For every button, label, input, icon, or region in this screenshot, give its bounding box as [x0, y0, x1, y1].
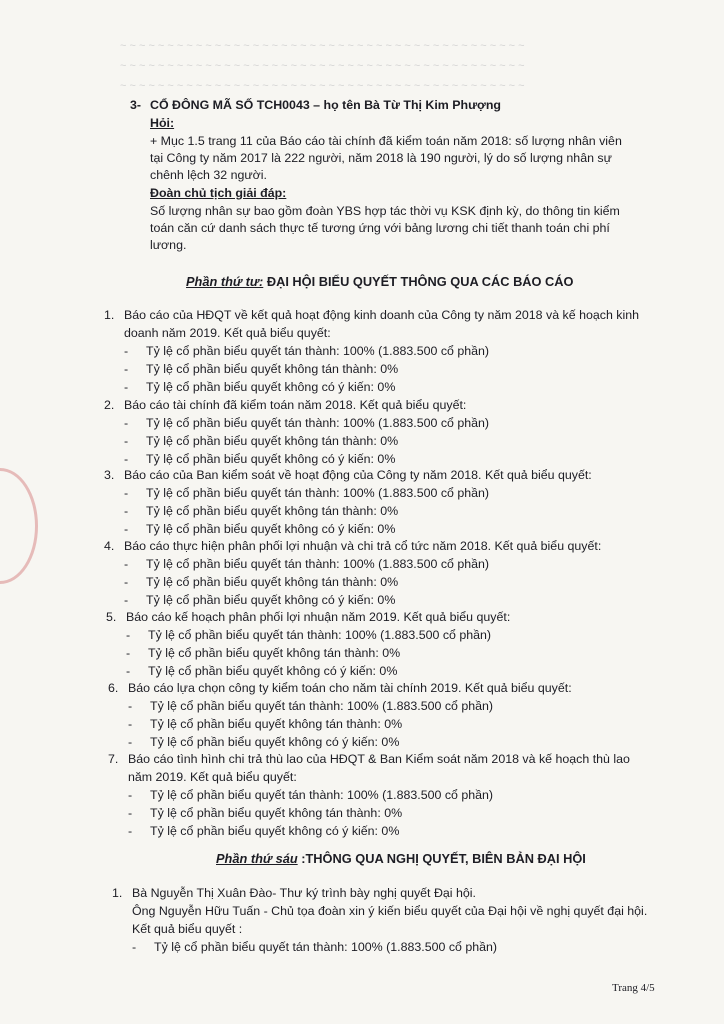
question-label: Hỏi:	[150, 116, 175, 130]
vote-dash: -	[128, 699, 133, 713]
vote-line: Tỷ lệ cổ phần biểu quyết tán thành: 100% (1.883.500 cổ phần)	[146, 416, 490, 430]
vote-line: Tỷ lệ cổ phần biểu quyết không tán thành: 0%	[146, 504, 399, 518]
page-number: Trang 4/5	[612, 982, 655, 994]
vote-dash: -	[128, 788, 133, 802]
report-line: Báo cáo tài chính đã kiểm toán năm 2018. Kết quả biểu quyết:	[124, 398, 467, 412]
vote-line: Tỷ lệ cổ phần biểu quyết không tán thành: 0%	[150, 806, 403, 820]
vote-line: Tỷ lệ cổ phần biểu quyết tán thành: 100% (1.883.500 cổ phần)	[146, 344, 490, 358]
report-line: doanh năm 2019. Kết quả biểu quyết:	[124, 326, 331, 340]
vote-dash: -	[128, 735, 133, 749]
report-line: Báo cáo lựa chọn công ty kiểm toán cho năm tài chính 2019. Kết quả biểu quyết:	[128, 681, 572, 695]
vote-dash: -	[124, 504, 129, 518]
vote-dash: -	[124, 380, 129, 394]
vote-dash: -	[132, 940, 137, 954]
part6-title	[216, 851, 586, 866]
vote-dash: -	[124, 362, 129, 376]
vote-line: Tỷ lệ cổ phần biểu quyết không có ý kiến: 0%	[146, 593, 396, 607]
question-line: + Mục 1.5 trang 11 của Báo cáo tài chính đã kiểm toán năm 2018: số lượng nhân viên	[150, 134, 622, 148]
vote-dash: -	[124, 434, 129, 448]
answer-label: Đoàn chủ tịch giải đáp:	[150, 186, 287, 200]
vote-dash: -	[124, 344, 129, 358]
vote-dash: -	[124, 522, 129, 536]
vote-dash: -	[126, 646, 131, 660]
vote-dash: -	[124, 593, 129, 607]
vote-dash: -	[124, 575, 129, 589]
report-line: Báo cáo kế hoạch phân phối lợi nhuận năm 2019. Kết quả biểu quyết:	[126, 610, 511, 624]
vote-line: Tỷ lệ cổ phần biểu quyết không có ý kiến: 0%	[148, 664, 398, 678]
vote-line: Tỷ lệ cổ phần biểu quyết không tán thành: 0%	[146, 362, 399, 376]
report-number: 5.	[106, 610, 117, 624]
question-line: chênh lệch 32 người.	[150, 168, 267, 182]
vote-line: Tỷ lệ cổ phần biểu quyết tán thành: 100% (1.883.500 cổ phần)	[146, 557, 490, 571]
report-line: năm 2019. Kết quả biểu quyết:	[128, 770, 297, 784]
report-line: Báo cáo tình hình chi trả thù lao của HĐQT & Ban Kiểm soát năm 2018 và kế hoạch thù lao	[128, 752, 630, 766]
vote-dash: -	[124, 557, 129, 571]
question-heading: CỔ ĐÔNG MÃ SỐ TCH0043 – họ tên Bà Từ Thị Kim Phượng	[150, 98, 502, 112]
report-number: 6.	[108, 681, 119, 695]
vote-dash: -	[128, 824, 133, 838]
resolution-number: 1.	[112, 886, 123, 900]
vote-dash: -	[126, 664, 131, 678]
bleed-through-text: ~ ~ ~ ~ ~ ~ ~ ~ ~ ~ ~ ~ ~ ~ ~ ~ ~ ~ ~ ~ ~ ~ ~ ~ ~ ~ ~ ~ ~ ~ ~ ~ ~ ~ ~ ~ ~ ~ ~ ~ ~ ~ ~	[120, 80, 525, 92]
question-number: 3-	[130, 98, 142, 112]
vote-dash: -	[124, 416, 129, 430]
resolution-line: Kết quả biểu quyết :	[132, 922, 243, 936]
report-number: 1.	[104, 308, 115, 322]
report-line: Báo cáo thực hiện phân phối lợi nhuận và chi trả cổ tức năm 2018. Kết quả biểu quyết:	[124, 539, 602, 553]
report-number: 3.	[104, 468, 115, 482]
vote-dash: -	[124, 452, 129, 466]
part6-title-rest: :THÔNG QUA NGHỊ QUYẾT, BIÊN BẢN ĐẠI HỘI	[297, 851, 586, 866]
vote-line: Tỷ lệ cổ phần biểu quyết không có ý kiến: 0%	[146, 522, 396, 536]
answer-line: Số lượng nhân sự bao gồm đoàn YBS hợp tác thời vụ KSK định kỳ, do thông tin kiểm	[150, 204, 620, 218]
vote-dash: -	[124, 486, 129, 500]
part4-title-rest: ĐẠI HỘI BIỂU QUYẾT THÔNG QUA CÁC BÁO CÁO	[263, 274, 574, 289]
report-number: 2.	[104, 398, 115, 412]
vote-line: Tỷ lệ cổ phần biểu quyết không có ý kiến: 0%	[146, 452, 396, 466]
part4-title	[186, 274, 574, 289]
vote-line: Tỷ lệ cổ phần biểu quyết không có ý kiến: 0%	[150, 824, 400, 838]
stamp-mark	[0, 468, 38, 584]
vote-dash: -	[128, 806, 133, 820]
resolution-line: Bà Nguyễn Thị Xuân Đào- Thư ký trình bày nghị quyết Đại hội.	[132, 886, 476, 900]
vote-line: Tỷ lệ cổ phần biểu quyết không tán thành: 0%	[148, 646, 401, 660]
vote-dash: -	[128, 717, 133, 731]
question-line: tại Công ty năm 2017 là 222 người, năm 2018 là 190 người, lý do số lượng nhân sự	[150, 151, 612, 165]
report-number: 7.	[108, 752, 119, 766]
vote-line: Tỷ lệ cổ phần biểu quyết không tán thành: 0%	[146, 575, 399, 589]
resolution-line: Ông Nguyễn Hữu Tuấn - Chủ tọa đoàn xin ý kiến biểu quyết của Đại hội về nghị quyết đại hội.	[132, 904, 648, 918]
vote-line: Tỷ lệ cổ phần biểu quyết tán thành: 100% (1.883.500 cổ phần)	[154, 940, 498, 954]
part6-title-italic: Phần thứ sáu	[216, 851, 298, 866]
bleed-through-text: ~ ~ ~ ~ ~ ~ ~ ~ ~ ~ ~ ~ ~ ~ ~ ~ ~ ~ ~ ~ ~ ~ ~ ~ ~ ~ ~ ~ ~ ~ ~ ~ ~ ~ ~ ~ ~ ~ ~ ~ ~ ~ ~	[120, 60, 525, 72]
vote-line: Tỷ lệ cổ phần biểu quyết tán thành: 100% (1.883.500 cổ phần)	[148, 628, 492, 642]
vote-line: Tỷ lệ cổ phần biểu quyết không có ý kiến: 0%	[150, 735, 400, 749]
vote-line: Tỷ lệ cổ phần biểu quyết tán thành: 100% (1.883.500 cổ phần)	[150, 699, 494, 713]
vote-line: Tỷ lệ cổ phần biểu quyết tán thành: 100% (1.883.500 cổ phần)	[146, 486, 490, 500]
part4-title-italic: Phần thứ tư:	[186, 274, 264, 289]
answer-line: lương.	[150, 238, 187, 252]
answer-line: toán căn cứ danh sách thực tế tương ứng với bảng lương chi tiết thanh toán chi phí	[150, 221, 610, 235]
vote-dash: -	[126, 628, 131, 642]
report-line: Báo cáo của Ban kiểm soát về hoạt động của Công ty năm 2018. Kết quả biểu quyết:	[124, 468, 592, 482]
report-line: Báo cáo của HĐQT về kết quả hoạt động kinh doanh của Công ty năm 2018 và kế hoạch kinh	[124, 308, 640, 322]
vote-line: Tỷ lệ cổ phần biểu quyết không tán thành: 0%	[146, 434, 399, 448]
vote-line: Tỷ lệ cổ phần biểu quyết tán thành: 100% (1.883.500 cổ phần)	[150, 788, 494, 802]
vote-line: Tỷ lệ cổ phần biểu quyết không tán thành: 0%	[150, 717, 403, 731]
vote-line: Tỷ lệ cổ phần biểu quyết không có ý kiến: 0%	[146, 380, 396, 394]
bleed-through-text: ~ ~ ~ ~ ~ ~ ~ ~ ~ ~ ~ ~ ~ ~ ~ ~ ~ ~ ~ ~ ~ ~ ~ ~ ~ ~ ~ ~ ~ ~ ~ ~ ~ ~ ~ ~ ~ ~ ~ ~ ~ ~ ~	[120, 40, 525, 52]
report-number: 4.	[104, 539, 115, 553]
